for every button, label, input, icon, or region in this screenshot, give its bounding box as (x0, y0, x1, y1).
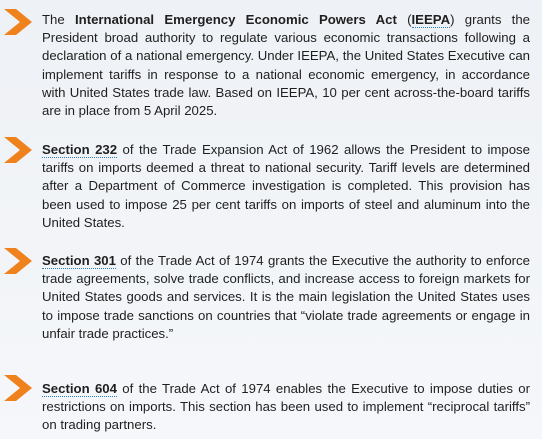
keyword-section-232: Section 232 (42, 142, 118, 157)
entry-section-301-text (42, 252, 530, 343)
entry-section-604-text (42, 380, 530, 435)
chevron-right-icon (4, 137, 34, 163)
entry-body: of the Trade Act of 1974 grants the Executive the authority to enforce trade agreements, solve trade conflicts, and increase access to foreign markets for United States goods and services. It is the main legislation the United States uses to impose trade sanctions on countries that “violate trade agreements or engage in unfair trade practices.” (42, 253, 530, 341)
chevron-right-icon (4, 9, 34, 35)
keyword-ieepa: IEEPA (411, 12, 451, 27)
chevron-right-icon (4, 248, 34, 274)
entry-section-232-text (42, 141, 530, 232)
entry-ieepa-text (42, 11, 530, 120)
entry-lead: The (42, 12, 75, 27)
entry-body: of the Trade Act of 1974 enables the Executive to impose duties or restrictions on imports. This section has been used to implement “reciprocal tariffs” on trading partners. (42, 381, 530, 433)
chevron-right-icon (4, 375, 34, 401)
act-name: International Emergency Economic Powers Act (74, 12, 397, 27)
entry-body: ) grants the President broad authority to regulate various economic transactions following a declaration of a national emergency. Under IEEPA, the United States Executive can implement tariffs in response to a national economic emergency, in accordance with United States trade law. Based on IEEPA, 10 per cent across-the-board tariffs are in place from 5 April 2025. (42, 12, 530, 119)
entry-body: of the Trade Expansion Act of 1962 allows the President to impose tariffs on imports deemed a threat to national security. Tariff levels are determined after a Department of Commerce investigation is completed. This provision has been used to impose 25 per cent tariffs on imports of steel and aluminum into the United States. (42, 142, 530, 230)
paren-open: ( (396, 12, 412, 27)
keyword-section-604: Section 604 (42, 381, 117, 396)
keyword-section-301: Section 301 (42, 253, 116, 268)
